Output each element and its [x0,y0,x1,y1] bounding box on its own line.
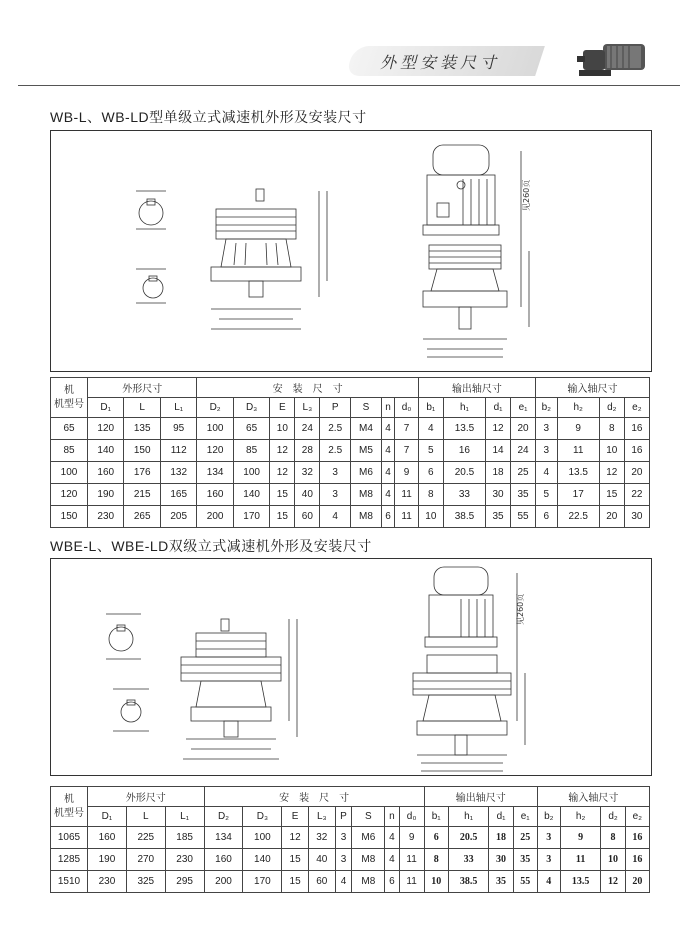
value-cell: 9 [560,827,601,849]
value-cell: 135 [124,418,160,440]
value-cell: 30 [489,849,513,871]
value-cell: 30 [486,484,511,506]
section2-drawing [50,558,652,776]
value-cell: M8 [351,506,382,528]
value-cell: 12 [270,440,295,462]
group-install-header: 安 装 尺 寸 [197,378,418,398]
model-cell: 85 [51,440,88,462]
value-cell: 150 [124,440,160,462]
header-rule [18,85,680,86]
value-cell: 18 [489,827,513,849]
value-cell: 100 [197,418,233,440]
table-row [51,849,650,871]
table-row [51,871,650,893]
value-cell: 28 [295,440,320,462]
value-cell: 10 [418,506,443,528]
col-header: E [282,807,309,827]
col-header: L₁ [160,398,196,418]
col-header: D₁ [88,807,127,827]
value-cell: 4 [385,849,399,871]
model-cell: 150 [51,506,88,528]
value-cell: 10 [270,418,295,440]
value-cell: 120 [197,440,233,462]
value-cell: M6 [351,462,382,484]
value-cell: 85 [233,440,269,462]
value-cell: 24 [295,418,320,440]
value-cell: 11 [560,849,601,871]
value-cell: M8 [352,849,385,871]
value-cell: 16 [625,849,649,871]
col-header: D₃ [233,398,269,418]
value-cell: 6 [424,827,448,849]
value-cell: 33 [448,849,489,871]
col-header: D₁ [88,398,124,418]
col-header: L₃ [308,807,335,827]
value-cell: 215 [124,484,160,506]
value-cell: 230 [88,871,127,893]
value-cell: 4 [320,506,351,528]
value-cell: 35 [486,506,511,528]
table-row [51,462,650,484]
table-row [51,484,650,506]
value-cell: 3 [320,462,351,484]
value-cell: 134 [197,462,233,484]
group-install-header: 安 装 尺 寸 [204,787,424,807]
model-cell: 1285 [51,849,88,871]
value-cell: 11 [395,506,418,528]
value-cell: 13.5 [443,418,485,440]
col-header: E [270,398,295,418]
value-cell: 176 [124,462,160,484]
value-cell: 20 [511,418,536,440]
value-cell: 2.5 [320,418,351,440]
value-cell: 12 [601,871,625,893]
col-header: d₁ [486,398,511,418]
value-cell: 295 [165,871,204,893]
value-cell: 160 [204,849,243,871]
value-cell: 230 [165,849,204,871]
value-cell: 11 [395,484,418,506]
value-cell: 16 [624,440,649,462]
value-cell: 17 [557,484,599,506]
value-cell: 4 [385,827,399,849]
col-model-header: 机 机型号 [51,378,88,418]
value-cell: 8 [601,827,625,849]
value-cell: 33 [443,484,485,506]
value-cell: 2.5 [320,440,351,462]
value-cell: 160 [88,462,124,484]
col-header: b₂ [536,398,558,418]
value-cell: 95 [160,418,196,440]
col-header: n [385,807,399,827]
value-cell: 10 [599,440,624,462]
col-header: L₃ [295,398,320,418]
value-cell: 12 [270,462,295,484]
value-cell: 160 [197,484,233,506]
value-cell: 5 [536,484,558,506]
value-cell: 9 [399,827,424,849]
value-cell: 165 [160,484,196,506]
value-cell: 38.5 [448,871,489,893]
value-cell: 35 [489,871,513,893]
value-cell: 3 [320,484,351,506]
value-cell: 120 [88,418,124,440]
value-cell: 20.5 [448,827,489,849]
value-cell: 170 [243,871,282,893]
section1-table-body [51,418,650,528]
model-cell: 1510 [51,871,88,893]
value-cell: 60 [295,506,320,528]
value-cell: 65 [233,418,269,440]
group-outline-header: 外形尺寸 [88,378,197,398]
value-cell: 3 [536,418,558,440]
value-cell: 6 [418,462,443,484]
value-cell: 11 [557,440,599,462]
value-cell: 9 [395,462,418,484]
section1-title: WB-L、WB-LD型单级立式减速机外形及安装尺寸 [50,109,367,125]
group-output-header: 输出轴尺寸 [424,787,537,807]
value-cell: M8 [351,484,382,506]
group-input-header: 输入轴尺寸 [537,787,649,807]
col-header: L [124,398,160,418]
value-cell: 3 [537,827,560,849]
value-cell: 8 [424,849,448,871]
group-output-header: 输出轴尺寸 [418,378,535,398]
value-cell: 185 [165,827,204,849]
value-cell: M8 [352,871,385,893]
value-cell: 15 [282,871,309,893]
value-cell: 10 [601,849,625,871]
section1-spec-table [50,377,650,528]
value-cell: 18 [486,462,511,484]
value-cell: 205 [160,506,196,528]
section1-drawing-note: 见260页 [522,179,531,211]
value-cell: 4 [381,462,395,484]
value-cell: 15 [270,506,295,528]
value-cell: 6 [536,506,558,528]
value-cell: 22 [624,484,649,506]
value-cell: 5 [418,440,443,462]
value-cell: 25 [513,827,537,849]
value-cell: 25 [511,462,536,484]
value-cell: 38.5 [443,506,485,528]
value-cell: 12 [282,827,309,849]
value-cell: 4 [537,871,560,893]
value-cell: 4 [536,462,558,484]
reducer-motor-icon [575,36,655,82]
value-cell: 225 [126,827,165,849]
col-header: h₁ [443,398,485,418]
value-cell: 4 [381,484,395,506]
col-header: b₁ [424,807,448,827]
col-header: D₃ [243,807,282,827]
value-cell: 3 [536,440,558,462]
col-header: h₂ [557,398,599,418]
value-cell: 20 [599,506,624,528]
value-cell: 140 [233,484,269,506]
value-cell: 140 [88,440,124,462]
value-cell: 190 [88,484,124,506]
col-header: D₂ [204,807,243,827]
value-cell: 12 [599,462,624,484]
value-cell: 55 [511,506,536,528]
model-cell: 65 [51,418,88,440]
value-cell: 20 [624,462,649,484]
value-cell: 270 [126,849,165,871]
value-cell: 35 [511,484,536,506]
value-cell: 230 [88,506,124,528]
value-cell: 24 [511,440,536,462]
value-cell: 7 [395,418,418,440]
col-header: e₂ [625,807,649,827]
value-cell: 16 [625,827,649,849]
value-cell: 32 [308,827,335,849]
table-row [51,827,650,849]
value-cell: 32 [295,462,320,484]
value-cell: 15 [270,484,295,506]
section2-title: WBE-L、WBE-LD双级立式减速机外形及安装尺寸 [50,538,372,554]
value-cell: 40 [295,484,320,506]
section2-spec-table [50,786,650,893]
col-header: S [352,807,385,827]
value-cell: 35 [513,849,537,871]
value-cell: M4 [351,418,382,440]
value-cell: 60 [308,871,335,893]
value-cell: 13.5 [557,462,599,484]
model-cell: 120 [51,484,88,506]
value-cell: 15 [599,484,624,506]
value-cell: 11 [399,871,424,893]
value-cell: 30 [624,506,649,528]
group-input-header: 输入轴尺寸 [536,378,650,398]
value-cell: 6 [385,871,399,893]
group-outline-header: 外形尺寸 [88,787,205,807]
col-header: n [381,398,395,418]
value-cell: 134 [204,827,243,849]
value-cell: 100 [243,827,282,849]
col-header: d₂ [601,807,625,827]
table-row [51,506,650,528]
value-cell: 55 [513,871,537,893]
col-header: L [126,807,165,827]
value-cell: 325 [126,871,165,893]
value-cell: 132 [160,462,196,484]
value-cell: 22.5 [557,506,599,528]
col-header: d₀ [395,398,418,418]
col-header: d₀ [399,807,424,827]
col-header: b₁ [418,398,443,418]
col-header: S [351,398,382,418]
value-cell: 3 [537,849,560,871]
value-cell: 16 [624,418,649,440]
col-header: b₂ [537,807,560,827]
col-header: d₁ [489,807,513,827]
value-cell: 200 [197,506,233,528]
col-header: h₂ [560,807,601,827]
value-cell: 20 [625,871,649,893]
value-cell: 16 [443,440,485,462]
value-cell: 11 [399,849,424,871]
value-cell: 20.5 [443,462,485,484]
value-cell: 265 [124,506,160,528]
col-header: P [320,398,351,418]
col-model-header: 机 机型号 [51,787,88,827]
value-cell: 4 [381,418,395,440]
value-cell: 160 [88,827,127,849]
col-header: D₂ [197,398,233,418]
value-cell: 10 [424,871,448,893]
value-cell: 15 [282,849,309,871]
value-cell: 3 [335,849,352,871]
page-header-title: 外型安装尺寸 [380,55,501,72]
col-header: e₂ [624,398,649,418]
wbe-l-technical-drawing [51,559,651,775]
value-cell: M6 [352,827,385,849]
section2-table-body [51,827,650,893]
table-row [51,418,650,440]
col-header: d₂ [599,398,624,418]
col-header: h₁ [448,807,489,827]
value-cell: 112 [160,440,196,462]
col-header: e₁ [511,398,536,418]
wb-l-technical-drawing [51,131,651,371]
model-cell: 100 [51,462,88,484]
section1-drawing [50,130,652,372]
value-cell: 100 [233,462,269,484]
value-cell: M5 [351,440,382,462]
value-cell: 190 [88,849,127,871]
value-cell: 8 [599,418,624,440]
col-header: e₁ [513,807,537,827]
value-cell: 8 [418,484,443,506]
value-cell: 4 [335,871,352,893]
table-row [51,440,650,462]
value-cell: 7 [395,440,418,462]
col-header: L₁ [165,807,204,827]
value-cell: 13.5 [560,871,601,893]
value-cell: 140 [243,849,282,871]
value-cell: 200 [204,871,243,893]
value-cell: 4 [418,418,443,440]
value-cell: 4 [381,440,395,462]
col-header: P [335,807,352,827]
model-cell: 1065 [51,827,88,849]
value-cell: 6 [381,506,395,528]
value-cell: 12 [486,418,511,440]
value-cell: 170 [233,506,269,528]
value-cell: 9 [557,418,599,440]
value-cell: 3 [335,827,352,849]
value-cell: 40 [308,849,335,871]
value-cell: 14 [486,440,511,462]
section2-drawing-note: 见260页 [516,593,525,625]
